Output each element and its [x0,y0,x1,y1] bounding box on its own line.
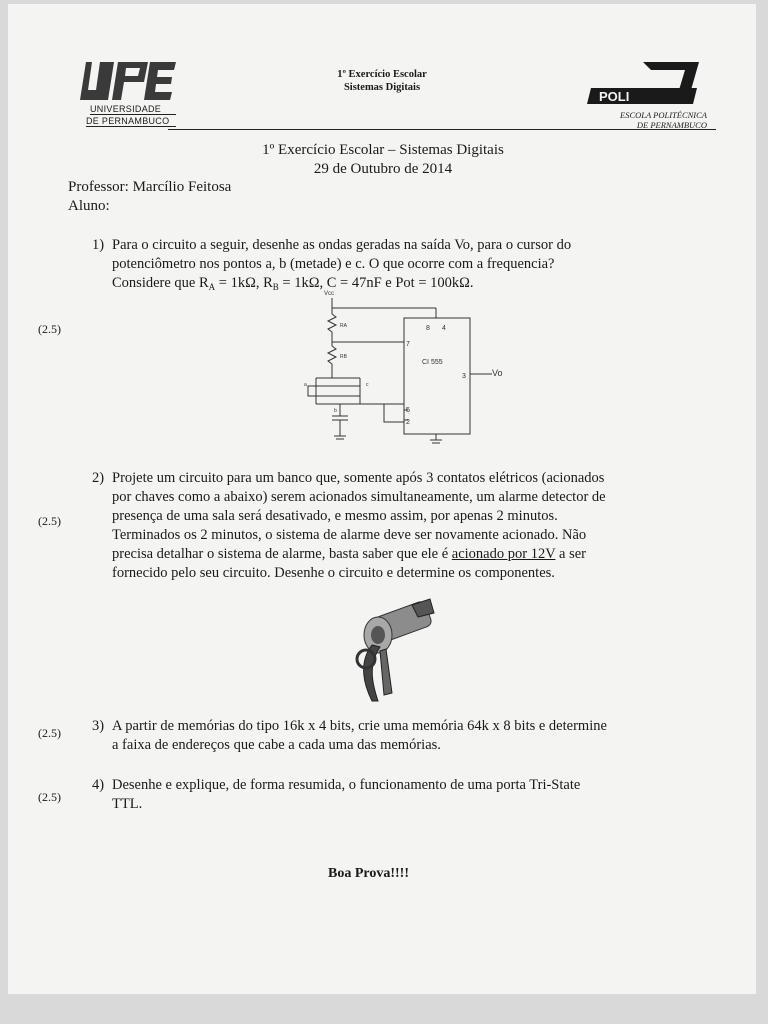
pin-7-label: 7 [406,341,410,348]
q1-prefix: Considere que R [112,275,209,291]
question-2-line1: Projete um circuito para um banco que, somente após 3 contatos elétricos (acionados [112,470,605,486]
school-name-line2: DE PERNAMBUCO [636,120,707,130]
ra-label: RA [340,323,347,329]
key-switch-image [338,589,448,711]
question-3-line1: A partir de memórias do tipo 16k x 4 bits, crie uma memória 64k x 8 bits e determine [112,718,607,734]
output-vo-label: Vo [492,368,503,378]
university-name-line2: DE PERNAMBUCO [86,116,176,127]
poli-logo-text: POLI [599,89,630,104]
pin-4-label: 4 [442,325,446,332]
rb-label: RB [340,354,347,360]
question-3-number: 3) [92,718,105,734]
poli-logo [583,60,713,140]
terminal-b-label: b [334,408,337,414]
question-1-points: (2.5) [38,322,61,336]
question-2-number: 2) [92,470,105,486]
question-1-line1: Para o circuito a seguir, desenhe as ondas geradas na saída Vo, para o cursor do [112,237,572,253]
question-3-line2: a faixa de endereços que cabe a cada uma das memórias. [112,737,441,753]
terminal-a-label: a [304,382,307,388]
header-course-label: Sistemas Digitais [343,82,421,93]
q1-val-a: = 1kΩ, R [215,275,273,291]
ic-label: CI 555 [422,359,443,366]
pin-3-label: 3 [462,373,466,380]
pin-5-label: 5 [406,407,410,414]
school-name-line1: ESCOLA POLITÉCNICA [620,110,707,120]
header-center [308,68,456,94]
q2-line5-underlined: acionado por 12V [451,546,556,562]
student-field: Aluno: [68,198,110,214]
upe-logo-graphic [78,58,178,104]
pin-8-label: 8 [426,325,430,332]
question-4-number: 4) [92,777,105,793]
question-2-line6: fornecido pelo seu circuito. Desenhe o circuito e determine os componentes. [112,565,555,581]
q2-line5-post: a ser [555,546,586,562]
exam-page [8,4,756,994]
poli-logo-graphic [583,60,703,106]
school-name [581,110,707,130]
vcc-label: Vcc [324,291,335,297]
question-2-line2: por chaves como a abaixo) serem acionados simultaneamente, um alarme detector de [112,489,606,505]
closing-message: Boa Prova!!!! [328,866,409,881]
question-4-text [112,776,704,814]
circuit-diagram-555 [296,286,516,448]
question-1-line2: potenciômetro nos pontos a, b (metade) e c. O que ocorre com a frequencia? [112,256,555,272]
pin-2-label: 2 [406,419,410,426]
question-2-text [112,469,704,583]
question-4-line1: Desenhe e explique, de forma resumida, o funcionamento de uma porta Tri-State [112,777,581,793]
question-2-points: (2.5) [38,514,61,528]
question-2-line4: Terminados os 2 minutos, o sistema de alarme deve ser novamente acionado. Não [112,527,587,543]
question-2-line5 [112,545,704,564]
question-3-points: (2.5) [38,726,61,740]
question-4-line2: TTL. [112,796,143,812]
q1-sub-b: B [272,282,279,292]
header-exercise-label: 1º Exercício Escolar [337,69,427,80]
q1-val-rest: = 1kΩ, C = 47nF e Pot = 100kΩ. [278,275,474,291]
exam-title [188,141,578,179]
q1-sub-a: A [208,282,216,292]
header-rule [168,129,716,130]
exam-date: 29 de Outubro de 2014 [313,161,453,177]
question-1-number: 1) [92,237,105,253]
question-3-text [112,717,704,755]
upe-logo [78,58,178,130]
question-2-line3: presença de uma sala será desativado, e mesmo assim, por apenas 2 minutos. [112,508,558,524]
exam-title-line: 1º Exercício Escolar – Sistemas Digitais [262,142,504,158]
professor-field: Professor: Marcílio Feitosa [68,179,232,195]
q2-line5-pre: precisa detalhar o sistema de alarme, basta saber que ele é [112,546,452,562]
university-name-line1: UNIVERSIDADE [90,104,176,115]
terminal-c-label: c [366,382,369,388]
question-4-points: (2.5) [38,790,61,804]
